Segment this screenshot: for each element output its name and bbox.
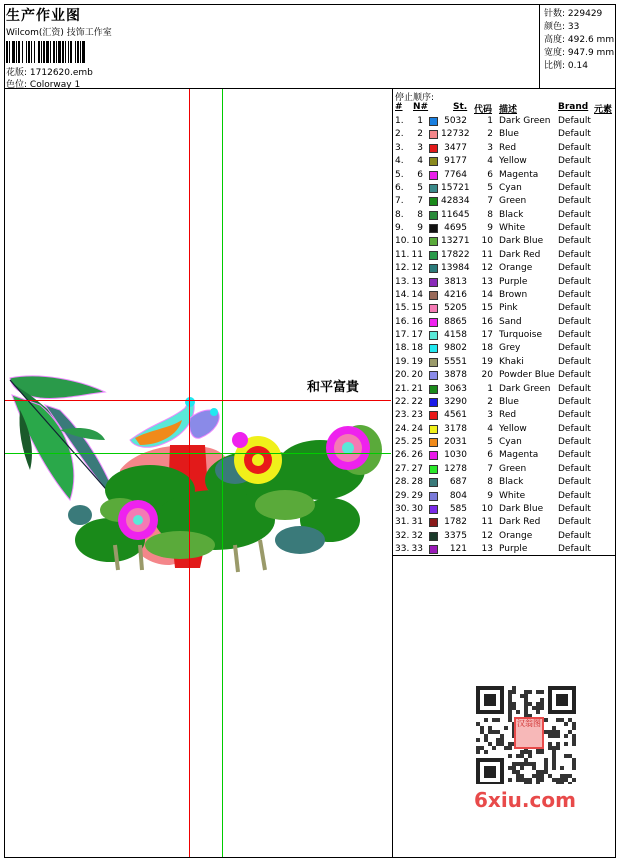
row-needle: 11 <box>411 249 423 260</box>
row-brand: Default <box>558 503 591 514</box>
banana-leaf-icon <box>10 376 120 505</box>
row-code: 7 <box>487 196 493 207</box>
row-code: 15 <box>481 303 493 314</box>
row-stitches: 1030 <box>444 450 467 461</box>
row-needle: 16 <box>411 316 423 327</box>
guide-vertical-green <box>222 89 223 857</box>
color-swatch <box>429 532 438 541</box>
color-swatch <box>429 237 438 246</box>
table-row <box>395 182 617 195</box>
header-stitches: St. <box>453 102 468 112</box>
table-row <box>395 543 617 556</box>
row-stitches: 3477 <box>444 142 467 153</box>
table-row <box>395 449 617 462</box>
color-swatch <box>429 264 438 273</box>
row-description: Dark Red <box>499 517 541 528</box>
table-row <box>395 128 617 141</box>
row-code: 6 <box>487 169 493 180</box>
row-brand: Default <box>558 356 591 367</box>
row-needle: 25 <box>411 437 423 447</box>
row-stitches: 4561 <box>444 410 467 421</box>
row-stitches: 9802 <box>444 343 467 354</box>
design-file-value: 1712620.emb <box>29 68 93 78</box>
color-swatch <box>429 211 438 220</box>
table-row <box>395 490 617 503</box>
row-description: Brown <box>499 289 528 300</box>
table-row <box>395 369 617 382</box>
row-brand: Default <box>558 182 591 193</box>
table-row <box>395 329 617 342</box>
row-brand: Default <box>558 223 591 233</box>
row-index: 4. <box>395 156 404 167</box>
row-code: 4 <box>487 156 493 167</box>
row-brand: Default <box>558 477 591 488</box>
row-stitches: 15721 <box>441 182 470 193</box>
row-stitches: 2031 <box>444 437 467 447</box>
row-index: 1. <box>395 116 404 126</box>
row-brand: Default <box>558 463 591 474</box>
row-stitches: 3178 <box>444 423 467 434</box>
row-index: 20. <box>395 370 410 381</box>
row-code: 3 <box>487 410 493 421</box>
row-brand: Default <box>558 116 591 126</box>
color-swatch <box>429 518 438 527</box>
row-needle: 12 <box>411 263 423 274</box>
row-description: Orange <box>499 263 533 274</box>
color-swatch <box>429 130 438 139</box>
row-stitches: 121 <box>449 544 467 554</box>
row-description: Cyan <box>499 437 522 447</box>
row-code: 7 <box>487 463 493 474</box>
header-desc: 描述 <box>499 105 518 115</box>
row-description: Blue <box>499 396 519 407</box>
row-brand: Default <box>558 330 591 340</box>
row-stitches: 3813 <box>444 276 467 287</box>
row-code: 1 <box>487 383 493 394</box>
table-row <box>395 195 617 208</box>
row-code: 14 <box>481 289 493 300</box>
row-code: 11 <box>481 517 493 528</box>
row-needle: 26 <box>411 450 423 461</box>
table-row <box>395 302 617 315</box>
table-row <box>395 436 617 449</box>
row-brand: Default <box>558 169 591 180</box>
row-index: 3. <box>395 142 404 153</box>
row-description: Dark Red <box>499 249 541 260</box>
color-swatch <box>429 224 438 233</box>
stat-scale: 比例: 0.14 <box>544 61 588 71</box>
colorway-label: 色位: <box>6 80 28 90</box>
stat-height: 高度: 492.6 mm <box>544 35 615 45</box>
color-swatch <box>429 478 438 487</box>
row-needle: 23 <box>411 410 423 421</box>
row-brand: Default <box>558 276 591 287</box>
row-stitches: 5551 <box>444 356 467 367</box>
table-row <box>395 289 617 302</box>
row-index: 21. <box>395 383 410 394</box>
row-brand: Default <box>558 517 591 528</box>
row-index: 33. <box>395 544 410 554</box>
row-stitches: 3063 <box>444 383 467 394</box>
color-swatch <box>429 425 438 434</box>
row-brand: Default <box>558 236 591 247</box>
row-index: 30. <box>395 503 410 514</box>
colorway-value: Colorway 1 <box>29 80 81 90</box>
table-row <box>395 222 617 235</box>
row-index: 11. <box>395 249 410 260</box>
table-row <box>395 516 617 529</box>
row-stitches: 585 <box>449 503 467 514</box>
row-index: 2. <box>395 129 404 140</box>
row-stitches: 9177 <box>444 156 467 167</box>
document-subtitle: Wilcom(汇资) 技饰工作室 <box>6 28 112 38</box>
color-swatch <box>429 144 438 153</box>
table-row <box>395 169 617 182</box>
row-code: 11 <box>481 249 493 260</box>
row-needle: 17 <box>411 330 423 340</box>
table-row <box>395 396 617 409</box>
color-swatch <box>429 438 438 447</box>
row-code: 12 <box>481 530 493 541</box>
table-row <box>395 342 617 355</box>
header-code: 代码 <box>474 105 493 115</box>
row-brand: Default <box>558 450 591 461</box>
row-description: Turquoise <box>499 330 543 340</box>
row-description: Khaki <box>499 356 524 367</box>
color-swatch <box>429 157 438 166</box>
table-row <box>395 423 617 436</box>
row-code: 6 <box>487 450 493 461</box>
table-row <box>395 249 617 262</box>
row-code: 9 <box>487 490 493 501</box>
row-needle: 30 <box>411 503 423 514</box>
row-index: 7. <box>395 196 404 207</box>
row-brand: Default <box>558 423 591 434</box>
color-table <box>395 115 617 556</box>
table-row <box>395 409 617 422</box>
row-brand: Default <box>558 289 591 300</box>
row-stitches: 17822 <box>441 249 470 260</box>
color-swatch <box>429 398 438 407</box>
row-index: 18. <box>395 343 410 354</box>
table-row <box>395 356 617 369</box>
row-needle: 29 <box>411 490 423 501</box>
design-file-label: 花版: <box>6 68 28 78</box>
row-needle: 19 <box>411 356 423 367</box>
row-brand: Default <box>558 343 591 354</box>
row-code: 12 <box>481 263 493 274</box>
row-description: White <box>499 490 526 501</box>
row-stitches: 1278 <box>444 463 467 474</box>
row-code: 5 <box>487 437 493 447</box>
row-description: Green <box>499 196 527 207</box>
row-needle: 27 <box>411 463 423 474</box>
row-description: Dark Green <box>499 383 551 394</box>
row-brand: Default <box>558 544 591 554</box>
row-index: 15. <box>395 303 410 314</box>
color-swatch <box>429 331 438 340</box>
row-description: Magenta <box>499 450 539 461</box>
row-code: 8 <box>487 477 493 488</box>
site-logo: 6xiu.com <box>474 788 576 812</box>
row-code: 9 <box>487 223 493 233</box>
row-needle: 7 <box>417 196 423 207</box>
table-row <box>395 476 617 489</box>
row-index: 5. <box>395 169 404 180</box>
row-stitches: 7764 <box>444 169 467 180</box>
row-code: 16 <box>481 316 493 327</box>
row-needle: 10 <box>411 236 423 247</box>
table-row <box>395 209 617 222</box>
row-stitches: 804 <box>449 490 467 501</box>
row-stitches: 13271 <box>441 236 470 247</box>
color-swatch <box>429 358 438 367</box>
header-brand: Brand <box>558 102 589 112</box>
row-brand: Default <box>558 396 591 407</box>
row-stitches: 42834 <box>441 196 470 207</box>
row-needle: 8 <box>417 209 423 220</box>
row-brand: Default <box>558 209 591 220</box>
row-description: Red <box>499 410 517 421</box>
row-description: Orange <box>499 530 533 541</box>
row-index: 32. <box>395 530 410 541</box>
row-stitches: 13984 <box>441 263 470 274</box>
row-needle: 2 <box>417 129 423 140</box>
row-code: 13 <box>481 544 493 554</box>
row-index: 19. <box>395 356 410 367</box>
row-index: 31. <box>395 517 410 528</box>
table-header <box>395 102 617 114</box>
header-no: N# <box>413 102 429 112</box>
row-stitches: 687 <box>449 477 467 488</box>
color-swatch <box>429 117 438 126</box>
row-code: 4 <box>487 423 493 434</box>
row-index: 23. <box>395 410 410 421</box>
row-code: 13 <box>481 276 493 287</box>
row-description: Powder Blue <box>499 370 555 381</box>
row-code: 20 <box>481 370 493 381</box>
row-description: Grey <box>499 343 521 354</box>
row-description: Sand <box>499 316 522 327</box>
row-description: Dark Green <box>499 116 551 126</box>
row-code: 10 <box>481 236 493 247</box>
row-needle: 15 <box>411 303 423 314</box>
row-code: 3 <box>487 142 493 153</box>
table-row <box>395 142 617 155</box>
row-code: 19 <box>481 356 493 367</box>
color-swatch <box>429 385 438 394</box>
color-swatch <box>429 411 438 420</box>
table-row <box>395 155 617 168</box>
bird-icon <box>130 397 219 447</box>
row-description: Dark Blue <box>499 236 544 247</box>
color-swatch <box>429 197 438 206</box>
row-code: 10 <box>481 503 493 514</box>
row-needle: 9 <box>417 223 423 233</box>
row-needle: 13 <box>411 276 423 287</box>
panel-divider <box>392 88 393 858</box>
row-description: Black <box>499 209 524 220</box>
row-index: 8. <box>395 209 404 220</box>
row-needle: 3 <box>417 142 423 153</box>
row-description: Cyan <box>499 182 522 193</box>
document-title: 生产作业图 <box>6 8 81 24</box>
row-index: 14. <box>395 289 410 300</box>
color-swatch <box>429 492 438 501</box>
row-needle: 4 <box>417 156 423 167</box>
row-needle: 5 <box>417 182 423 193</box>
row-description: Blue <box>499 129 519 140</box>
row-needle: 31 <box>411 517 423 528</box>
row-needle: 32 <box>411 530 423 541</box>
table-row <box>395 276 617 289</box>
color-swatch <box>429 278 438 287</box>
color-swatch <box>429 184 438 193</box>
row-code: 17 <box>481 330 493 340</box>
row-index: 13. <box>395 276 410 287</box>
row-stitches: 3375 <box>444 530 467 541</box>
row-index: 9. <box>395 223 404 233</box>
row-description: Yellow <box>499 156 527 167</box>
row-brand: Default <box>558 156 591 167</box>
row-index: 16. <box>395 316 410 327</box>
row-description: Black <box>499 477 524 488</box>
table-row <box>395 530 617 543</box>
row-needle: 21 <box>411 383 423 394</box>
table-row <box>395 316 617 329</box>
row-index: 25. <box>395 437 410 447</box>
guide-vertical-red <box>189 89 190 857</box>
header-idx: # <box>395 102 403 112</box>
row-description: Yellow <box>499 423 527 434</box>
seal-stamp: 汉翁图 <box>514 717 544 749</box>
row-description: Green <box>499 463 527 474</box>
row-index: 28. <box>395 477 410 488</box>
row-index: 24. <box>395 423 410 434</box>
row-index: 6. <box>395 182 404 193</box>
row-stitches: 8865 <box>444 316 467 327</box>
row-code: 2 <box>487 396 493 407</box>
color-swatch <box>429 251 438 260</box>
row-needle: 22 <box>411 396 423 407</box>
row-brand: Default <box>558 370 591 381</box>
row-stitches: 4216 <box>444 289 467 300</box>
row-needle: 1 <box>417 116 423 126</box>
color-swatch <box>429 371 438 380</box>
color-swatch <box>429 304 438 313</box>
table-row <box>395 115 617 128</box>
row-code: 1 <box>487 116 493 126</box>
row-stitches: 5205 <box>444 303 467 314</box>
row-needle: 24 <box>411 423 423 434</box>
row-needle: 20 <box>411 370 423 381</box>
stat-stitches: 针数: 229429 <box>544 9 603 19</box>
row-brand: Default <box>558 316 591 327</box>
row-brand: Default <box>558 410 591 421</box>
row-needle: 6 <box>417 169 423 180</box>
table-row <box>395 262 617 275</box>
color-swatch <box>429 465 438 474</box>
row-index: 17. <box>395 330 410 340</box>
row-index: 26. <box>395 450 410 461</box>
row-index: 27. <box>395 463 410 474</box>
row-description: Purple <box>499 276 528 287</box>
row-stitches: 3290 <box>444 396 467 407</box>
color-swatch <box>429 291 438 300</box>
color-swatch <box>429 505 438 514</box>
row-stitches: 5032 <box>444 116 467 126</box>
table-row <box>395 383 617 396</box>
row-description: Pink <box>499 303 518 314</box>
row-description: Magenta <box>499 169 539 180</box>
row-brand: Default <box>558 490 591 501</box>
row-needle: 14 <box>411 289 423 300</box>
guide-horizontal-green <box>5 453 391 454</box>
row-index: 10. <box>395 236 410 247</box>
table-row <box>395 503 617 516</box>
stat-width: 宽度: 947.9 mm <box>544 48 615 58</box>
row-brand: Default <box>558 530 591 541</box>
row-description: Red <box>499 142 517 153</box>
color-swatch <box>429 545 438 554</box>
stats-panel <box>539 4 617 88</box>
row-code: 5 <box>487 182 493 193</box>
row-description: White <box>499 223 526 233</box>
color-swatch <box>429 344 438 353</box>
row-index: 29. <box>395 490 410 501</box>
stat-colors: 颜色: 33 <box>544 22 580 32</box>
color-swatch <box>429 171 438 180</box>
row-code: 18 <box>481 343 493 354</box>
row-needle: 33 <box>411 544 423 554</box>
row-stitches: 1782 <box>444 517 467 528</box>
row-brand: Default <box>558 129 591 140</box>
row-stitches: 4158 <box>444 330 467 340</box>
design-caption: 和平富貴 <box>307 380 360 395</box>
row-needle: 28 <box>411 477 423 488</box>
stop-sequence-title: 停止顺序: <box>395 93 435 103</box>
row-description: Dark Blue <box>499 503 544 514</box>
row-stitches: 4695 <box>444 223 467 233</box>
row-code: 8 <box>487 209 493 220</box>
guide-horizontal-red <box>5 400 391 401</box>
table-row <box>395 463 617 476</box>
row-brand: Default <box>558 437 591 447</box>
row-brand: Default <box>558 303 591 314</box>
row-index: 22. <box>395 396 410 407</box>
row-brand: Default <box>558 196 591 207</box>
row-brand: Default <box>558 263 591 274</box>
header-element: 元素 <box>594 105 613 115</box>
row-index: 12. <box>395 263 410 274</box>
row-code: 2 <box>487 129 493 140</box>
row-stitches: 11645 <box>441 209 470 220</box>
row-brand: Default <box>558 383 591 394</box>
row-stitches: 12732 <box>441 129 470 140</box>
row-stitches: 3878 <box>444 370 467 381</box>
row-description: Purple <box>499 544 528 554</box>
table-row <box>395 235 617 248</box>
row-brand: Default <box>558 249 591 260</box>
row-brand: Default <box>558 142 591 153</box>
row-needle: 18 <box>411 343 423 354</box>
color-swatch <box>429 318 438 327</box>
color-swatch <box>429 451 438 460</box>
